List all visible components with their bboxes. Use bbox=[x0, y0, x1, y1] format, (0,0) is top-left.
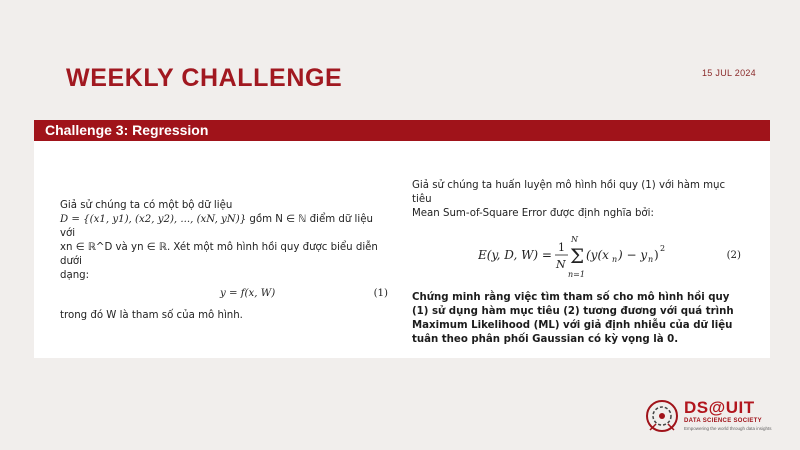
svg-text:) − y: ) − y bbox=[618, 248, 648, 262]
logo-tagline: Empowering the world through data insights bbox=[684, 426, 772, 431]
equation-1-row bbox=[60, 285, 390, 303]
logo-subtitle: DATA SCIENCE SOCIETY bbox=[684, 418, 762, 424]
left-line-2 bbox=[60, 213, 390, 241]
svg-text:n: n bbox=[612, 255, 618, 264]
svg-text:Σ: Σ bbox=[570, 244, 585, 268]
svg-text:n: n bbox=[648, 255, 654, 264]
svg-text:N: N bbox=[556, 258, 566, 271]
right-column bbox=[412, 179, 747, 347]
logo-name: DS@UIT bbox=[684, 398, 755, 417]
svg-text:): ) bbox=[654, 248, 659, 262]
left-line-5: trong đó W là tham số của mô hình. bbox=[60, 310, 243, 321]
left-line-1: Giả sử chúng ta có một bộ dữ liệu bbox=[60, 200, 233, 211]
equation-1: y = f(x, W) bbox=[220, 288, 276, 299]
svg-text:E(y, D, W) =: E(y, D, W) = bbox=[478, 248, 552, 262]
challenge-header-band bbox=[34, 120, 770, 141]
svg-text:n=1: n=1 bbox=[568, 270, 585, 279]
left-line-3: xn ∈ ℝ^D và yn ∈ ℝ. Xét một mô hình hồi quy được biểu diễn dưới bbox=[60, 242, 378, 267]
svg-text:(y(x: (y(x bbox=[586, 248, 609, 262]
task-statement: Chứng minh rằng việc tìm tham số cho mô hình hồi quy (1) sử dụng hàm mục tiêu (2) tương đương với quá trình Maximum Likelihood (ML) với giả định nhiễu của dữ liệu tuân theo phân phối Gaussian có kỳ vọng là 0. bbox=[412, 292, 734, 345]
svg-text:2: 2 bbox=[660, 244, 666, 253]
challenge-heading: Challenge 3: Regression bbox=[45, 122, 209, 138]
right-line-1: Giả sử chúng ta huấn luyện mô hình hồi quy (1) với hàm mục tiêu bbox=[412, 180, 726, 205]
svg-text:1: 1 bbox=[558, 241, 565, 254]
equation-2-row bbox=[412, 229, 747, 285]
left-column bbox=[60, 199, 390, 323]
date-label: 15 JUL 2024 bbox=[701, 68, 756, 78]
content-panel bbox=[34, 141, 770, 358]
ds-uit-logo bbox=[642, 396, 772, 440]
svg-text:N: N bbox=[571, 235, 578, 244]
dataset-math: D = {(x1, y1), (x2, y2), ..., (xN, yN)} bbox=[60, 214, 247, 225]
equation-1-number: (1) bbox=[373, 288, 388, 299]
left-line-4: dạng: bbox=[60, 270, 90, 281]
page-title: WEEKLY CHALLENGE bbox=[66, 64, 343, 92]
left-line-2-text: gồm N ∈ ℕ điểm dữ liệu với bbox=[60, 214, 373, 239]
right-line-2: Mean Sum-of-Square Error được định nghĩa bởi: bbox=[412, 208, 654, 219]
equation-2-number: (2) bbox=[726, 250, 741, 261]
equation-2 bbox=[478, 229, 678, 285]
